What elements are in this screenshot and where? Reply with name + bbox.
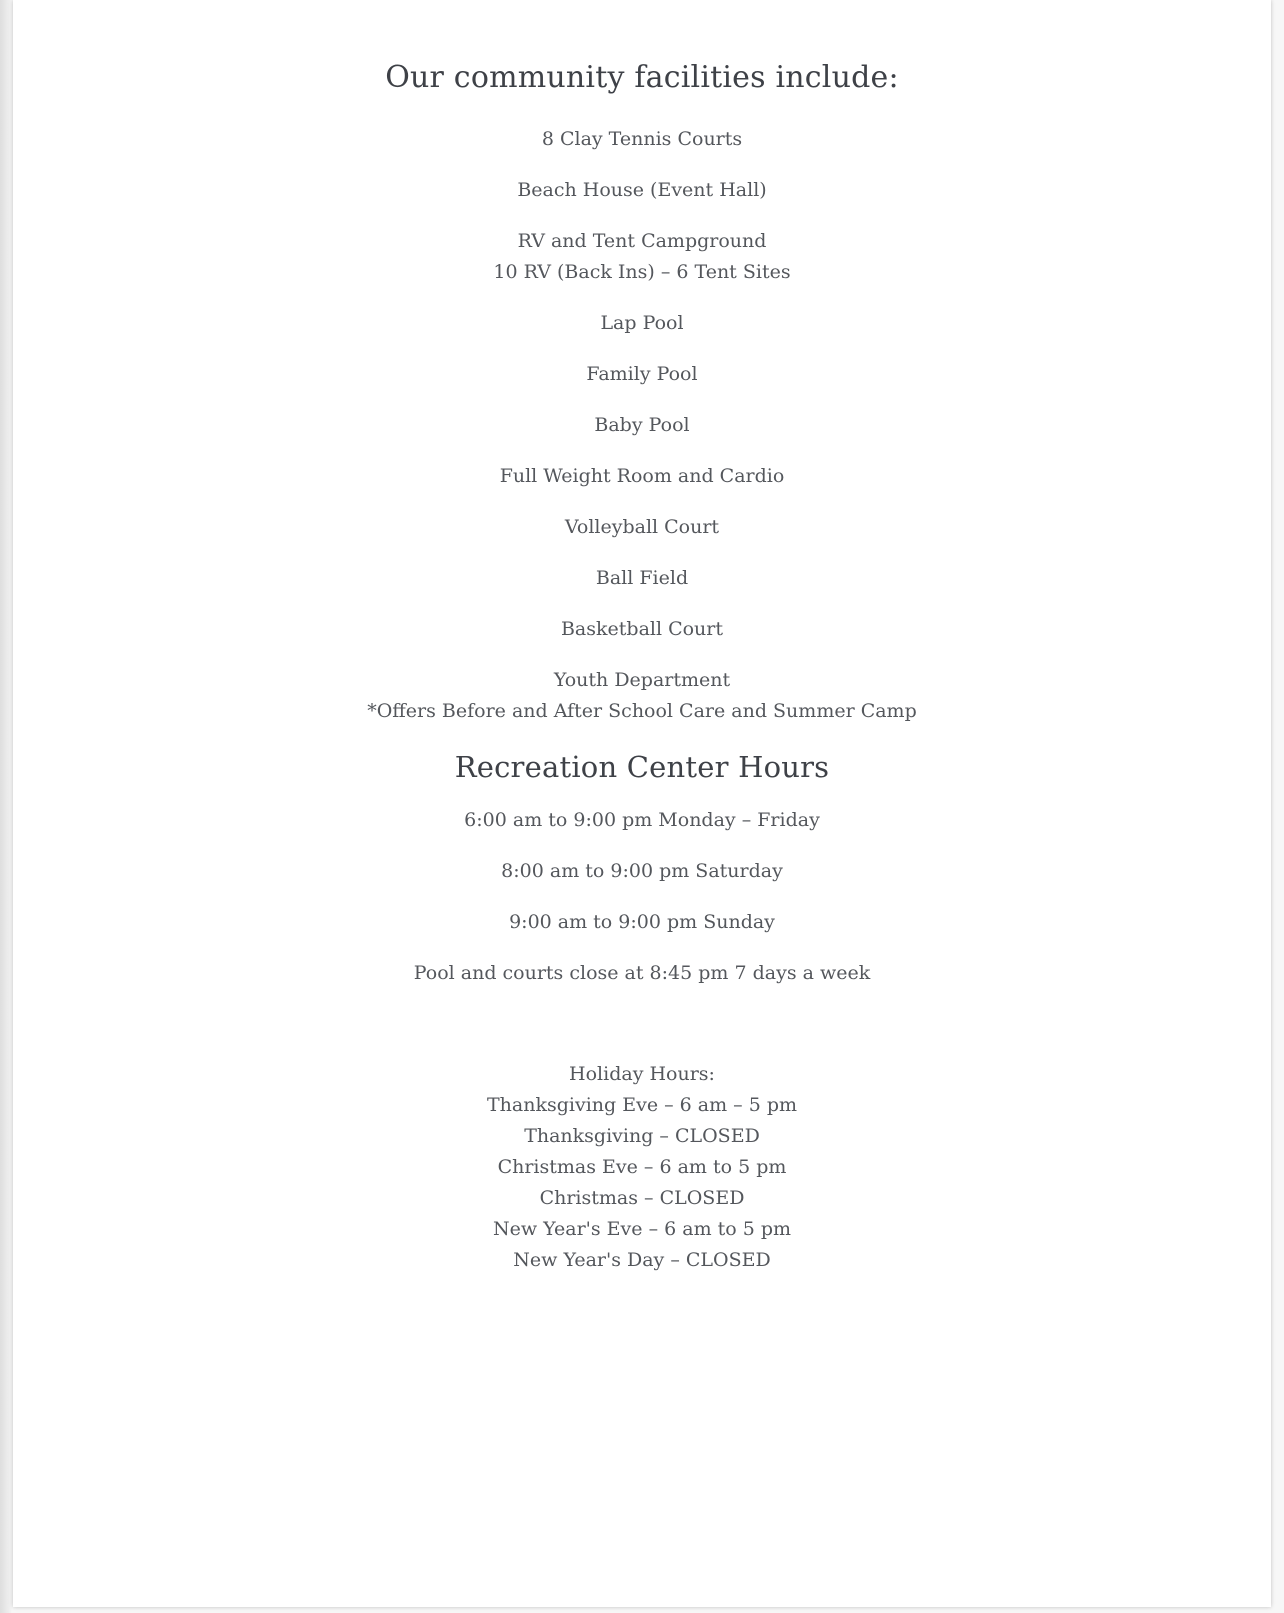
hours-sunday: 9:00 am to 9:00 pm Sunday	[509, 911, 775, 933]
facility-item-campground-line-2: 10 RV (Back Ins) – 6 Tent Sites	[493, 261, 791, 283]
facility-item-ball-field: Ball Field	[595, 567, 689, 589]
holiday-line-christmas: Christmas – CLOSED	[539, 1187, 745, 1209]
facility-item-lap-pool: Lap Pool	[600, 312, 684, 334]
holiday-line-new-years-day: New Year's Day – CLOSED	[513, 1249, 771, 1271]
document-page	[13, 0, 1271, 1607]
facility-item-campground-line-1: RV and Tent Campground	[517, 230, 767, 252]
facility-item-tennis-courts: 8 Clay Tennis Courts	[541, 128, 743, 150]
facility-item-youth-department	[63, 665, 1221, 727]
facility-item-youth-department-line-2: *Offers Before and After School Care and Summer Camp	[367, 700, 917, 722]
facility-item-baby-pool: Baby Pool	[594, 414, 690, 436]
hours-saturday: 8:00 am to 9:00 pm Saturday	[501, 860, 783, 882]
holiday-line-thanksgiving-eve: Thanksgiving Eve – 6 am – 5 pm	[486, 1094, 797, 1116]
holiday-hours-block	[63, 1059, 1221, 1276]
facility-item-basketball-court: Basketball Court	[560, 618, 724, 640]
holiday-line-christmas-eve: Christmas Eve – 6 am to 5 pm	[497, 1156, 787, 1178]
facility-item-volleyball-court: Volleyball Court	[564, 516, 720, 538]
hours-heading: Recreation Center Hours	[454, 750, 830, 784]
facility-item-weight-room: Full Weight Room and Cardio	[499, 465, 785, 487]
facility-item-youth-department-line-1: Youth Department	[553, 669, 731, 691]
facilities-heading: Our community facilities include:	[385, 60, 899, 95]
holiday-line-new-years-eve: New Year's Eve – 6 am to 5 pm	[492, 1218, 792, 1240]
hours-weekday: 6:00 am to 9:00 pm Monday – Friday	[464, 809, 820, 831]
facility-item-family-pool: Family Pool	[586, 363, 698, 385]
holiday-line-thanksgiving: Thanksgiving – CLOSED	[524, 1125, 760, 1147]
hours-closing-note: Pool and courts close at 8:45 pm 7 days a week	[413, 962, 871, 984]
facility-item-beach-house: Beach House (Event Hall)	[517, 179, 767, 201]
facility-item-campground	[63, 226, 1221, 288]
holiday-hours-heading: Holiday Hours:	[569, 1063, 715, 1085]
